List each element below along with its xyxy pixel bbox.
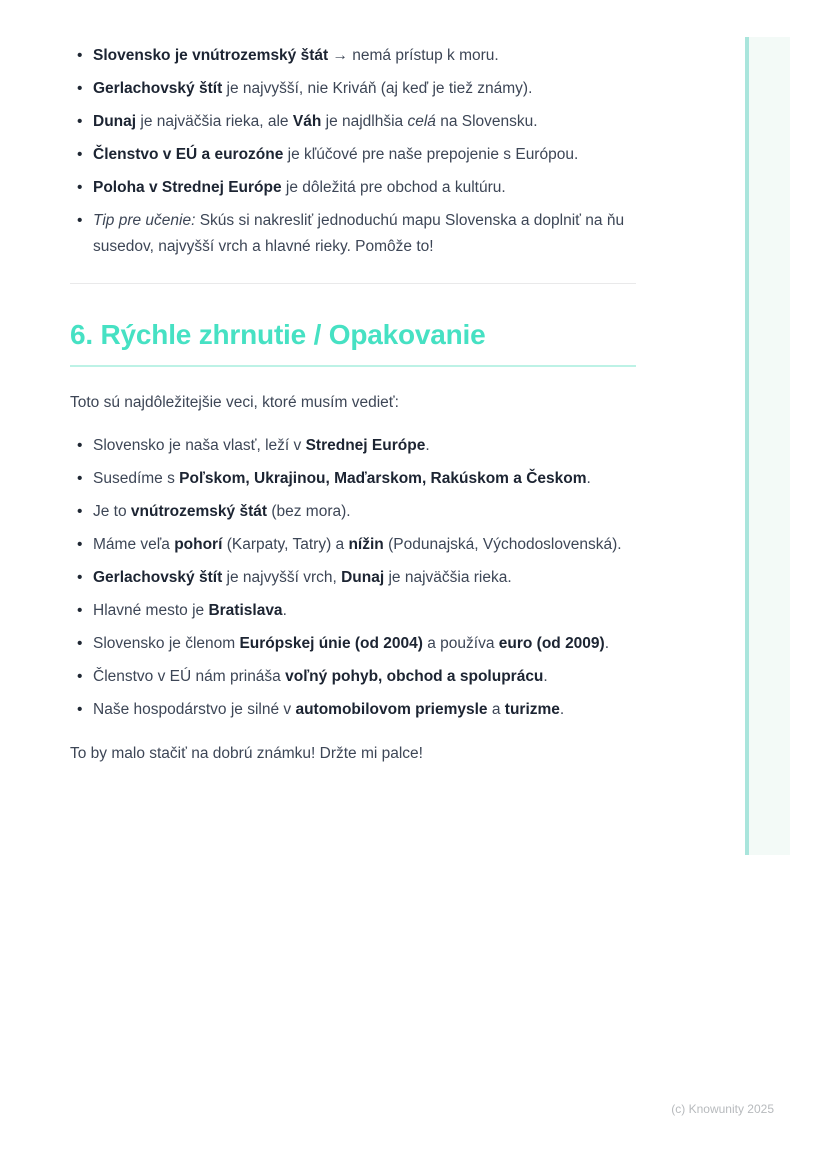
section-divider <box>70 283 636 284</box>
text-segment: na Slovensku. <box>435 113 538 130</box>
text-segment: (Karpaty, Tatry) a <box>222 536 349 553</box>
list-item <box>93 175 636 201</box>
list-item <box>93 433 636 459</box>
text-segment: Členstvo v EÚ a eurozóne <box>93 146 284 163</box>
closing-paragraph: To by malo stačiť na dobrú známku! Držte mi palce! <box>70 745 423 762</box>
list-item <box>93 565 636 591</box>
list-item <box>93 697 636 723</box>
list-item <box>93 109 636 135</box>
text-segment: je najväčšia rieka, ale <box>136 113 293 130</box>
text-segment: . <box>586 470 591 487</box>
summary-list <box>70 433 636 723</box>
text-segment: je najdlhšia <box>321 113 408 130</box>
text-segment: Európskej únie (od 2004) <box>239 635 423 652</box>
text-segment: vnútrozemský štát <box>130 503 268 520</box>
text-segment: → nemá prístup k moru. <box>328 47 499 64</box>
list-item <box>93 532 636 558</box>
text-segment: turizme <box>504 701 560 718</box>
side-accent-line <box>745 37 749 855</box>
text-segment: Dunaj <box>93 113 137 130</box>
text-segment: Tip pre učenie: <box>93 212 196 229</box>
text-segment: voľný pohyb, obchod a spoluprácu <box>285 668 544 685</box>
text-segment: (Podunajská, Východoslovenská). <box>383 536 622 553</box>
text-segment: Dunaj <box>341 569 385 586</box>
text-segment: Bratislava <box>208 602 283 619</box>
text-segment: a <box>487 701 505 718</box>
text-segment: Slovensko je naša vlasť, leží v <box>93 437 306 454</box>
text-segment: je najvyšší vrch, <box>222 569 342 586</box>
text-segment: Skús si nakresliť jednoduchú mapu Slovenska a doplniť na ňu susedov, najvyšší vrch a hlavné rieky. Pomôže to! <box>93 212 625 255</box>
side-highlight-panel <box>749 37 790 855</box>
list-item <box>93 208 636 260</box>
copyright-text: (c) Knowunity 2025 <box>671 1102 774 1116</box>
list-item <box>93 466 636 492</box>
list-item <box>93 142 636 168</box>
key-points-list <box>70 43 636 260</box>
text-segment: je najvyšší, nie Kriváň (aj keď je tiež známy). <box>222 80 533 97</box>
text-segment: Hlavné mesto je <box>93 602 209 619</box>
text-segment: celá <box>407 113 436 130</box>
page-footer <box>671 1102 774 1116</box>
text-segment: Gerlachovský štít <box>93 569 223 586</box>
text-segment: Je to <box>93 503 131 520</box>
text-segment: Poľskom, Ukrajinou, Maďarskom, Rakúskom a Českom <box>179 470 587 487</box>
text-segment: . <box>425 437 430 454</box>
text-segment: a používa <box>422 635 499 652</box>
list-item <box>93 43 636 69</box>
text-segment: . <box>604 635 610 652</box>
text-segment: Váh <box>292 113 322 130</box>
text-segment: (bez mora). <box>267 503 351 520</box>
text-segment: Susedíme s <box>93 470 180 487</box>
text-segment: nížin <box>348 536 384 553</box>
document-content <box>70 43 636 767</box>
text-segment: Naše hospodárstvo je silné v <box>93 701 296 718</box>
text-segment: pohorí <box>174 536 223 553</box>
text-segment: . <box>543 668 548 685</box>
text-segment: Máme veľa <box>93 536 175 553</box>
text-segment: . <box>282 602 287 619</box>
list-item <box>93 76 636 102</box>
text-segment: Slovensko je vnútrozemský štát <box>93 47 329 64</box>
intro-paragraph: Toto sú najdôležitejšie veci, ktoré musím vedieť: <box>70 394 399 411</box>
text-segment: je dôležitá pre obchod a kultúru. <box>281 179 506 196</box>
text-segment: Slovensko je členom <box>93 635 240 652</box>
text-segment: je najväčšia rieka. <box>384 569 512 586</box>
text-segment: Poloha v Strednej Európe <box>93 179 282 196</box>
text-segment: Strednej Európe <box>305 437 426 454</box>
list-item <box>93 499 636 525</box>
section-heading: 6. Rýchle zhrnutie / Opakovanie <box>70 318 636 367</box>
text-segment: Členstvo v EÚ nám prináša <box>93 668 286 685</box>
list-item <box>93 598 636 624</box>
text-segment: euro (od 2009) <box>498 635 605 652</box>
text-segment: automobilovom priemysle <box>295 701 488 718</box>
list-item <box>93 664 636 690</box>
text-segment: . <box>559 701 565 718</box>
text-segment: Gerlachovský štít <box>93 80 223 97</box>
text-segment: je kľúčové pre naše prepojenie s Európou. <box>283 146 579 163</box>
list-item <box>93 631 636 657</box>
